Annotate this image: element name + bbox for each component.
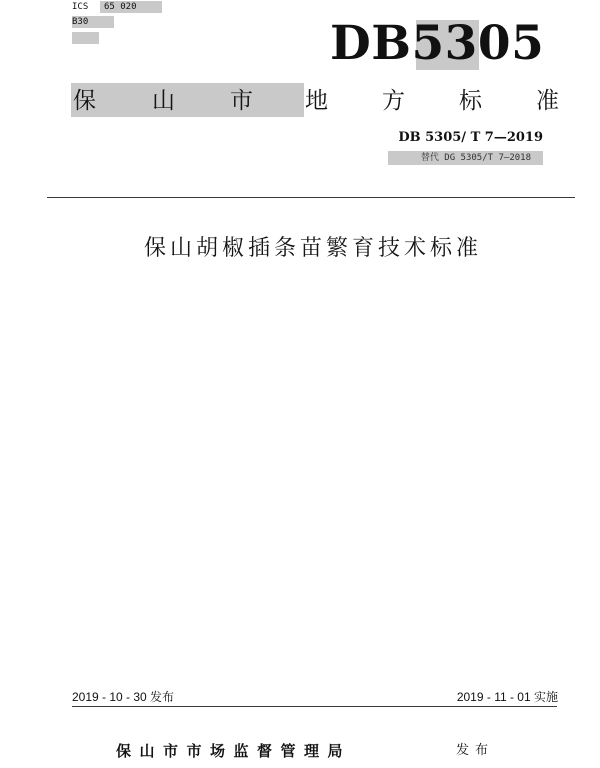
band-char: 准 bbox=[536, 88, 559, 114]
standard-number: DB 5305/ T 7—2019 bbox=[398, 130, 543, 145]
header-rule bbox=[47, 197, 575, 198]
document-title: 保山胡椒插条苗繁育技术标准 bbox=[143, 236, 482, 261]
effective-date: 2019 - 11 - 01 实施 bbox=[456, 690, 558, 704]
band-char: 市 bbox=[230, 88, 253, 114]
band-highlight bbox=[71, 83, 304, 117]
band-char: 保 bbox=[73, 88, 96, 114]
publisher-name: 保山市市场监督管理局 bbox=[116, 742, 352, 760]
replaces-standard: 替代 DG 5305/T 7—2018 bbox=[388, 151, 543, 165]
blank-record-box bbox=[72, 32, 99, 44]
band-char: 地 bbox=[305, 88, 328, 114]
footer-rule bbox=[72, 706, 557, 707]
ics-label: ICS bbox=[72, 2, 89, 12]
ccs-code: B30 bbox=[72, 16, 114, 28]
publish-label: 发布 bbox=[456, 743, 495, 758]
band-char: 方 bbox=[382, 88, 405, 114]
band-char: 山 bbox=[152, 88, 175, 114]
ics-code: 65 020 bbox=[100, 1, 162, 13]
band-char: 标 bbox=[459, 88, 482, 114]
db-code: DB5305 bbox=[330, 16, 545, 71]
issue-date: 2019 - 10 - 30 发布 bbox=[72, 690, 175, 704]
